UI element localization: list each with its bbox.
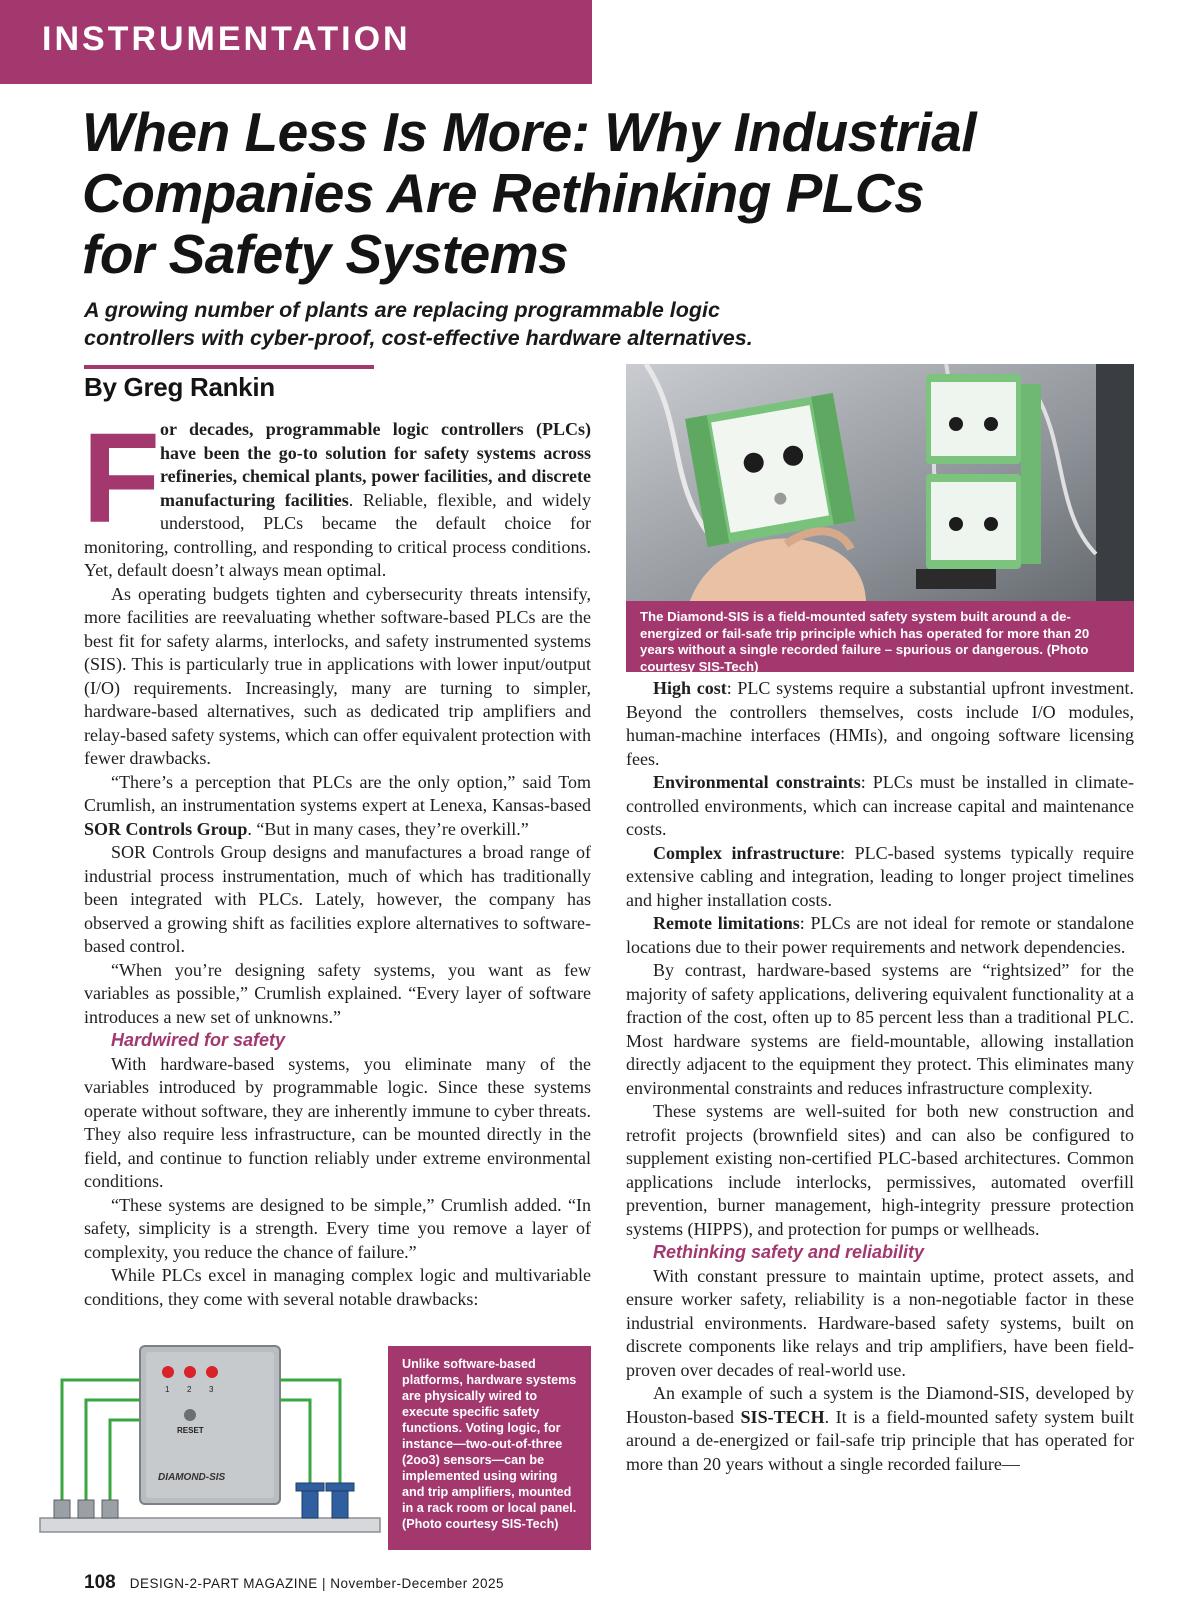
byline: By Greg Rankin xyxy=(84,372,275,402)
subhead: Hardwired for safety xyxy=(111,1030,286,1050)
paragraph-text: : PLCs must be installed in climate-controlled environments, which can increase capital and maintenance costs. xyxy=(626,772,1134,839)
paragraph xyxy=(626,912,1134,959)
drawback-label: Environmental constraints xyxy=(653,772,861,792)
photo-caption: The Diamond-SIS is a field-mounted safety system built around a de-energized or fail-safe trip principle which has operated for more than 20 years without a single recorded failure – spurious or dangerous. (Photo courtesy SIS-Tech) xyxy=(626,601,1134,672)
reset-button xyxy=(184,1409,196,1421)
paragraph: As operating budgets tighten and cybersecurity threats intensify, more facilities are reevaluating whether software-based PLCs are the best fit for safety alarms, interlocks, and safety instrumented systems (SIS). This is particularly true in applications with lower input/output (I/O) requirements. Increasingly, many are turning to simpler, hardware-based alternatives, such as dedicated trip amplifiers and relay-based safety systems, which can offer equivalent protection with fewer drawbacks. xyxy=(84,583,591,768)
paragraph: By contrast, hardware-based systems are “rightsized” for the majority of safety applications, delivering equivalent functionality at a fraction of the cost, often up to 85 percent less than a traditional PLC. Most hardware systems are field-mountable, allowing installation directly adjacent to the equipment they protect. This eliminates many environmental constraints and reduces infrastructure complexity. xyxy=(626,960,1134,1098)
paragraph xyxy=(626,677,1134,771)
article-headline: When Less Is More: Why Industrial Companies Are Rethinking PLCs for Safety Systems xyxy=(82,101,977,285)
paragraph-text: . “But in many cases, they’re overkill.” xyxy=(247,818,529,839)
paragraph: While PLCs excel in managing complex logic and multivariable conditions, they come with several notable drawbacks: xyxy=(84,1265,591,1309)
drawback-label: High cost xyxy=(653,678,727,698)
paragraph-text: . It is a field-mounted safety system built around a de-energized or fail-safe trip principle that has operated for more than 20 years without a single recorded failure— xyxy=(626,1406,1134,1474)
drawback-label: Remote limitations xyxy=(653,913,800,933)
paragraph: With hardware-based systems, you eliminate many of the variables introduced by programmable logic. Since these systems operate without software, they are inherently immune to cyber threats. They also require less infrastructure, can be mounted directly in the field, and continue to function reliably under extreme environmental conditions. xyxy=(84,1053,591,1191)
indicator-light-3 xyxy=(206,1366,218,1378)
company-name: SIS-TECH xyxy=(740,1406,825,1427)
paragraph xyxy=(626,842,1134,913)
paragraph: These systems are well-suited for both new construction and retrofit projects (brownfield sites) and can also be configured to supplement existing non-certified PLC-based architectures. Common applications include interlocks, permissives, automated overfill prevention, burner management, high-integrity pressure protection systems (HIPPS), and protection for pumps or wellheads. xyxy=(626,1101,1134,1239)
paragraph xyxy=(626,771,1134,842)
publication-info: DESIGN-2-PART MAGAZINE | November-December 2025 xyxy=(129,1576,505,1591)
page-footer xyxy=(84,1572,504,1594)
paragraph: With constant pressure to maintain uptime, protect assets, and ensure worker safety, reliability is a non-negotiable factor in these industrial environments. Hardware-based safety systems, built on discrete components like relays and trip amplifiers, have been field-proven over decades of real-world use. xyxy=(626,1265,1134,1380)
paragraph-text: : PLC systems require a substantial upfront investment. Beyond the controllers themselves, costs include I/O modules, human-machine interfaces (HMIs), and ongoing software licensing fees. xyxy=(626,678,1134,769)
indicator-light-2 xyxy=(184,1366,196,1378)
paragraph-text: : PLCs are not ideal for remote or standalone locations due to their power requirements and network dependencies. xyxy=(626,913,1135,957)
figure-caption: Unlike software-based platforms, hardware systems are physically wired to execute specific safety functions. Voting logic, for instance—two-out-of-three (2oo3) sensors—can be implemented using wiring and trip amplifiers, mounted in a rack room or local panel. (Photo courtesy SIS-Tech) xyxy=(388,1346,591,1550)
light-label-1: 1 xyxy=(165,1385,170,1394)
drop-cap xyxy=(82,407,161,550)
lead-text: or decades, programmable logic controllers (PLCs) have been the go-to solution for safety systems across refineries, chemical plants, power facilities, and discrete manufacturing facilities xyxy=(160,419,591,510)
light-label-2: 2 xyxy=(187,1385,192,1394)
diamond-sis-photo xyxy=(626,364,1134,615)
paragraph-text: “There’s a perception that PLCs are the only option,” said Tom Crumlish, an instrumentation systems expert at Lenexa, Kansas-based xyxy=(84,771,591,815)
left-column xyxy=(82,407,591,1311)
paragraph xyxy=(82,407,591,583)
indicator-light-1 xyxy=(162,1366,174,1378)
drawback-label: Complex infrastructure xyxy=(653,842,841,863)
company-name: SOR Controls Group xyxy=(84,818,248,839)
section-banner xyxy=(0,0,592,84)
subhead: Rethinking safety and reliability xyxy=(653,1242,925,1262)
paragraph xyxy=(84,771,591,842)
paragraph xyxy=(626,1382,1134,1476)
drop-cap-letter: F xyxy=(82,407,161,550)
paragraph-text: An example of such a system is the Diamond-SIS, developed by Houston-based xyxy=(626,1383,1134,1427)
right-column xyxy=(626,677,1134,1476)
panel-label: DIAMOND-SIS xyxy=(158,1472,226,1483)
paragraph: “These systems are designed to be simple,” Crumlish added. “In safety, simplicity is a strength. Every time you remove a layer of complexity, you reduce the chance of failure.” xyxy=(84,1194,591,1262)
article-deck: A growing number of plants are replacing programmable logic controllers with cyber-proof, cost-effective hardware alternatives. xyxy=(84,298,753,350)
byline-rule xyxy=(84,365,374,369)
paragraph-text: . Reliable, flexible, and widely understood, PLCs became the default choice for monitoring, controlling, and responding to critical process conditions. Yet, default doesn’t always mean optimal. xyxy=(84,489,591,580)
paragraph: “When you’re designing safety systems, you want as few variables as possible,” Crumlish explained. “Every layer of software introduces a new set of unknowns.” xyxy=(84,959,591,1027)
light-label-3: 3 xyxy=(209,1385,214,1394)
paragraph-text: : PLC-based systems typically require extensive cabling and integration, leading to longer project timelines and higher installation costs. xyxy=(626,842,1134,910)
voting-logic-diagram xyxy=(40,1340,380,1550)
reset-label: RESET xyxy=(177,1426,204,1435)
paragraph: SOR Controls Group designs and manufactures a broad range of industrial process instrumentation, much of which has traditionally been integrated with PLCs. Lately, however, the company has observed a growing shift as facilities explore alternatives to software-based control. xyxy=(84,842,591,956)
section-label: INSTRUMENTATION xyxy=(42,20,411,58)
page-number: 108 xyxy=(84,1572,116,1593)
